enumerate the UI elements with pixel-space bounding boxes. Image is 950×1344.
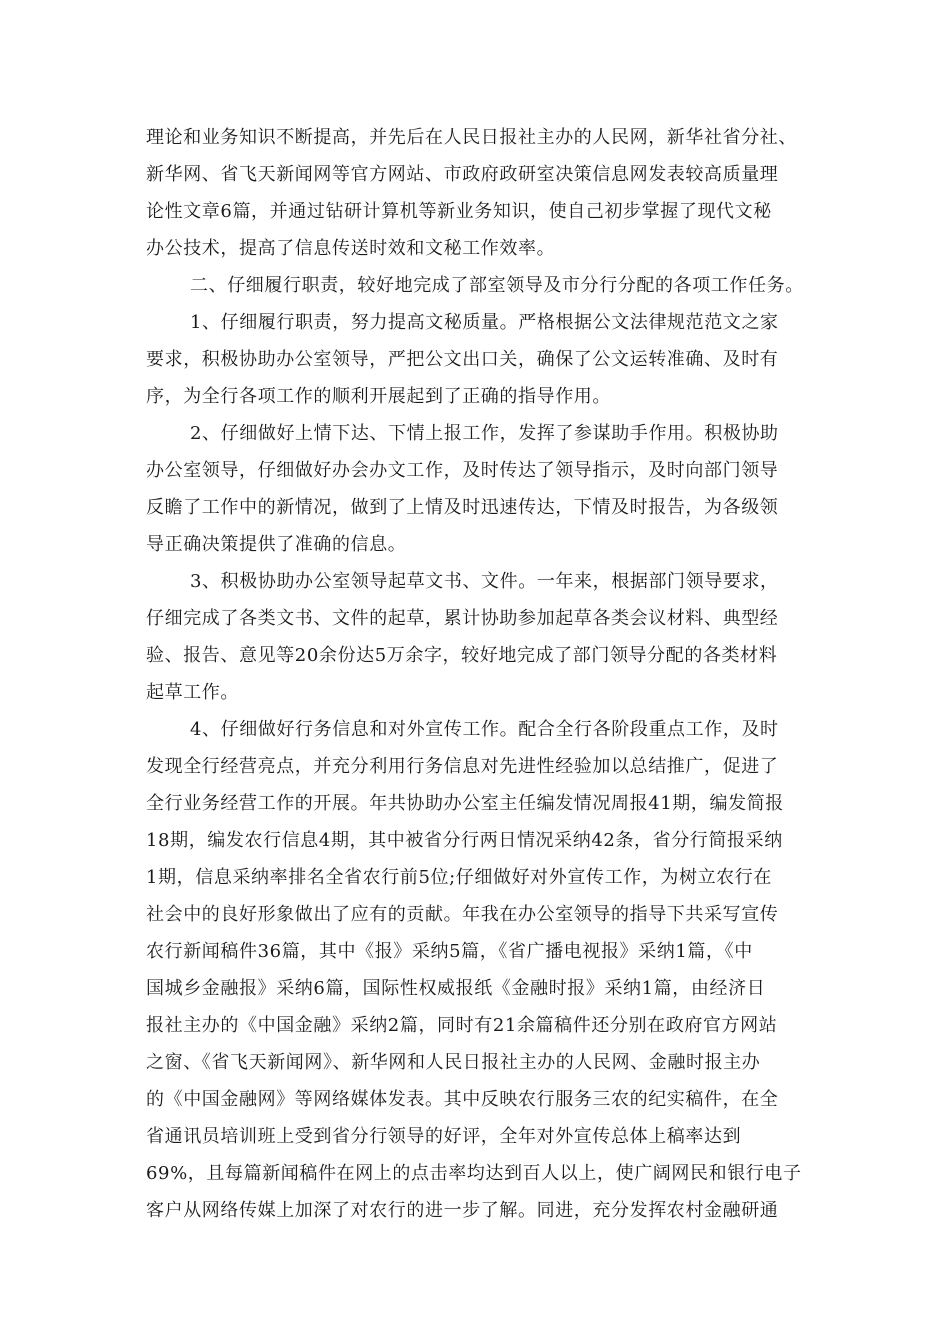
body-text-line: 报社主办的《中国金融》采纳2篇，同时有21余篇稿件还分别在政府官方网站 xyxy=(146,1015,778,1036)
body-text-line: 理论和业务知识不断提高，并先后在人民日报社主办的人民网，新华社省分社、 xyxy=(146,127,797,148)
body-text-line: 3、积极协助办公室领导起草文书、文件。一年来，根据部门领导要求， xyxy=(190,571,779,592)
body-text-line: 反瞻了工作中的新情况，做到了上情及时迅速传达，下情及时报告，为各级领 xyxy=(146,497,779,518)
body-text-line: 全行业务经营工作的开展。年共协助办公室主任编发情况周报41期，编发简报 xyxy=(146,793,784,814)
body-text-line: 序，为全行各项工作的顺利开展起到了正确的指导作用。 xyxy=(146,386,611,407)
body-text-line: 仔细完成了各类文书、文件的起草，累计协助参加起草各类会议材料、典型经 xyxy=(146,608,779,629)
body-text-line: 2、仔细做好上情下达、下情上报工作，发挥了参谋助手作用。积极协助 xyxy=(190,423,779,444)
body-text-line: 农行新闻稿件36篇，其中《报》采纳5篇，《省广播电视报》采纳1篇，《中 xyxy=(146,941,753,962)
section-heading: 二、仔细履行职责，较好地完成了部室领导及市分行分配的各项工作任务。 xyxy=(190,275,804,296)
body-text-line: 要求，积极协助办公室领导，严把公文出口关，确保了公文运转准确、及时有 xyxy=(146,349,779,370)
body-text-line: 论性文章6篇，并通过钻研计算机等新业务知识，使自己初步掌握了现代文秘 xyxy=(146,201,772,222)
body-text-line: 之窗、《省飞天新闻网》、新华网和人民日报社主办的人民网、金融时报主办 xyxy=(146,1052,761,1073)
body-text-line: 国城乡金融报》采纳6篇，国际性权威报纸《金融时报》采纳1篇，由经济日 xyxy=(146,978,766,999)
body-text-line: 1、仔细履行职责，努力提高文秘质量。严格根据公文法律规范范文之家 xyxy=(190,312,779,333)
body-text-line: 1期，信息采纳率排名全省农行前5位;仔细做好对外宣传工作，为树立农行在 xyxy=(146,867,772,888)
body-text-line: 18期，编发农行信息4期，其中被省分行两日情况采纳42条，省分行简报采纳 xyxy=(146,830,783,851)
body-text-line: 办公室领导，仔细做好办会办文工作，及时传达了领导指示，及时向部门领导 xyxy=(146,460,779,481)
body-text-line: 起草工作。 xyxy=(146,682,239,703)
body-text-line: 新华网、省飞天新闻网等官方网站、市政府政研室决策信息网发表较高质量理 xyxy=(146,164,779,185)
body-text-line: 69%，且每篇新闻稿件在网上的点击率均达到百人以上，使广阔网民和银行电子 xyxy=(146,1163,802,1184)
body-text-line: 发现全行经营亮点，并充分利用行务信息对先进性经验加以总结推广，促进了 xyxy=(146,756,779,777)
body-text-line: 导正确决策提供了准确的信息。 xyxy=(146,534,407,555)
body-text-line: 客户从网络传媒上加深了对农行的进一步了解。同进，充分发挥农村金融研通 xyxy=(146,1200,779,1221)
body-text-line: 省通讯员培训班上受到省分行领导的好评，全年对外宣传总体上稿率达到 xyxy=(146,1126,742,1147)
body-text-line: 验、报告、意见等20余份达5万余字，较好地完成了部门领导分配的各类材料 xyxy=(146,645,778,666)
body-text-line: 办公技术，提高了信息传送时效和文秘工作效率。 xyxy=(146,238,556,259)
body-text-line: 4、仔细做好行务信息和对外宣传工作。配合全行各阶段重点工作，及时 xyxy=(190,719,779,740)
body-text-line: 的《中国金融网》等网络媒体发表。其中反映农行服务三农的纪实稿件，在全 xyxy=(146,1089,779,1110)
body-text-line: 社会中的良好形象做出了应有的贡献。年我在办公室领导的指导下共采写宣传 xyxy=(146,904,779,925)
